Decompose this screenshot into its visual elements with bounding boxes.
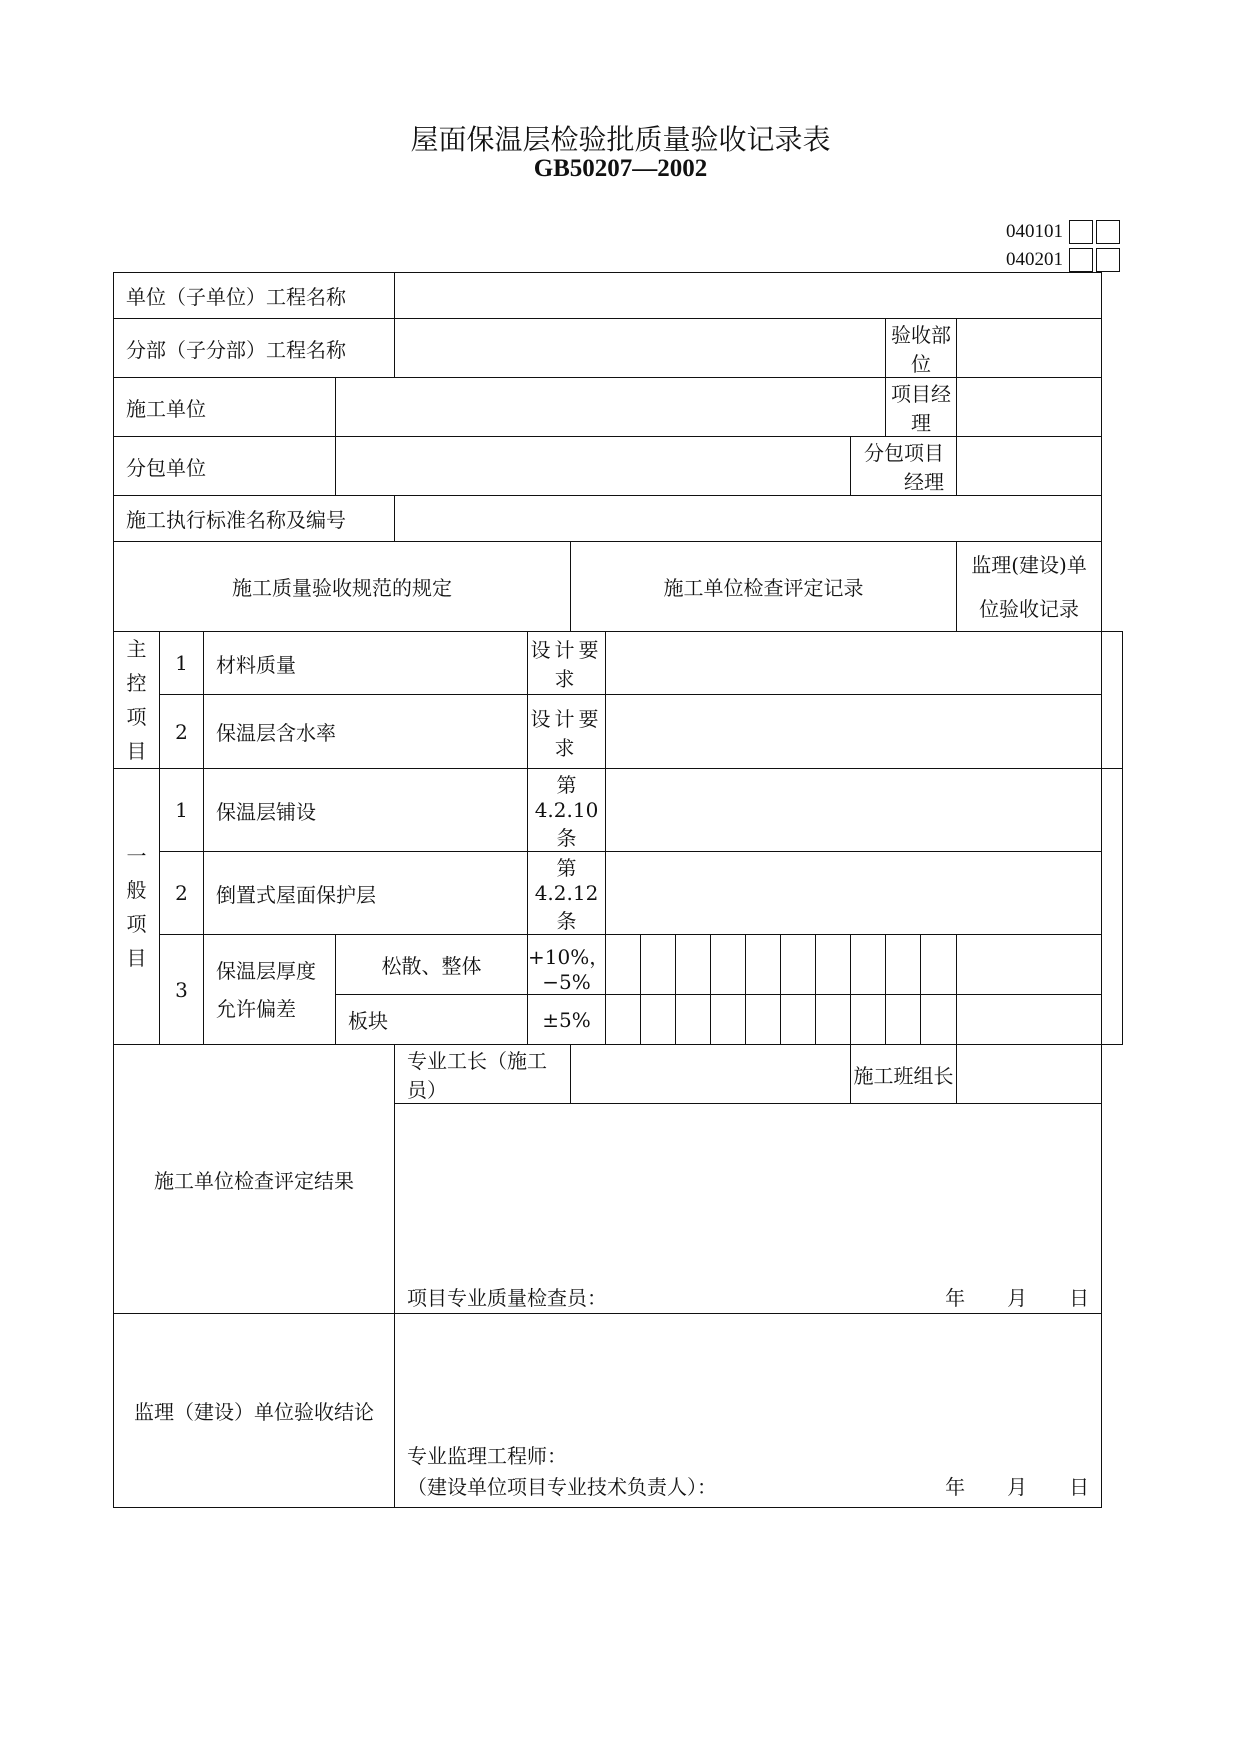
item-name-line-2: 允许偏差 [216, 996, 296, 1021]
item-name: 保温层含水率 [204, 695, 528, 769]
item-requirement: 第4.2.12条 [528, 852, 606, 935]
foreman-field[interactable] [571, 1045, 851, 1104]
measurement-cell[interactable] [676, 935, 711, 995]
standard-code: GB50207—2002 [533, 155, 708, 182]
contractor-record-field[interactable] [606, 852, 1102, 935]
code-box[interactable] [1096, 248, 1120, 272]
supervisor-header-line-2: 位验收记录 [979, 596, 1080, 621]
contractor-label: 施工单位 [114, 378, 336, 437]
measurement-cell[interactable] [676, 995, 711, 1045]
exec-standard-field[interactable] [395, 496, 1102, 542]
item-number: 1 [160, 632, 204, 695]
year-label: 年 [945, 1286, 966, 1310]
item-requirement: 第4.2.10条 [528, 769, 606, 852]
general-group-label [114, 769, 160, 1045]
supervisor-record-field[interactable] [1102, 632, 1123, 769]
group-char: 项 [126, 705, 147, 729]
supervisor-engineer-label: 专业监理工程师： [407, 1444, 567, 1468]
project-manager-label: 项目经理 [886, 378, 957, 437]
contractor-record-field[interactable] [606, 769, 1102, 852]
contractor-record-header: 施工单位检查评定记录 [571, 542, 957, 632]
inspection-table [113, 272, 1123, 1508]
supervisor-record-field[interactable] [1102, 769, 1123, 1045]
supervisor-conclusion-field[interactable] [395, 1314, 1102, 1508]
owner-rep-label: （建设单位项目专业技术负责人）： [407, 1475, 717, 1499]
team-leader-field[interactable] [957, 1045, 1102, 1104]
acceptance-part-label: 验收部位 [886, 319, 957, 378]
measurement-cell[interactable] [886, 935, 921, 995]
form-codes [995, 218, 1120, 274]
item-name: 材料质量 [204, 632, 528, 695]
group-char: 主 [126, 637, 147, 661]
sub-project-manager-field[interactable] [957, 437, 1102, 496]
unit-project-label: 单位（子单位）工程名称 [114, 273, 395, 319]
group-char: 一 [126, 843, 147, 868]
subcontractor-field[interactable] [336, 437, 851, 496]
measurement-cell[interactable] [641, 995, 676, 1045]
item-number: 1 [160, 769, 204, 852]
measurement-cell[interactable] [711, 935, 746, 995]
measurement-cell[interactable] [781, 935, 816, 995]
item-name-line-1: 保温层厚度 [216, 958, 316, 983]
measurement-cell[interactable] [711, 995, 746, 1045]
supervisor-record-header [957, 542, 1102, 632]
group-char: 控 [126, 671, 147, 695]
code-box[interactable] [1069, 220, 1093, 244]
measurement-cell[interactable] [851, 995, 886, 1045]
day-label: 日 [1069, 1286, 1090, 1310]
item-requirement: 设计要求 [528, 632, 606, 695]
supervisor-header-line-1: 监理(建设)单 [971, 552, 1087, 577]
tolerance: ±5% [528, 995, 606, 1045]
contractor-record-field[interactable] [606, 695, 1102, 769]
sub-type: 板块 [336, 995, 528, 1045]
day-label: 日 [1069, 1475, 1090, 1499]
contractor-result-field[interactable] [395, 1104, 1102, 1314]
sub-type: 松散、整体 [336, 935, 528, 995]
thickness-tolerance-label [204, 935, 336, 1045]
tolerance: +10%，−5% [528, 935, 606, 995]
team-leader-label: 施工班组长 [851, 1045, 957, 1104]
sub-project-field[interactable] [395, 319, 886, 378]
subcontractor-label: 分包单位 [114, 437, 336, 496]
unit-project-field[interactable] [395, 273, 1102, 319]
group-char: 项 [126, 911, 147, 936]
acceptance-part-field[interactable] [957, 319, 1102, 378]
contractor-result-label: 施工单位检查评定结果 [114, 1045, 395, 1314]
measurement-cell[interactable] [781, 995, 816, 1045]
inspector-label: 项目专业质量检查员： [407, 1286, 607, 1310]
supervisor-conclusion-label: 监理（建设）单位验收结论 [114, 1314, 395, 1508]
item-number: 2 [160, 695, 204, 769]
date-line [903, 1472, 1089, 1503]
spec-header: 施工质量验收规范的规定 [114, 542, 571, 632]
measurement-cell[interactable] [746, 935, 781, 995]
contractor-field[interactable] [336, 378, 886, 437]
sub-project-manager-label: 分包项目经理 [851, 437, 957, 496]
year-label: 年 [945, 1475, 966, 1499]
code-2: 040201 [1006, 249, 1063, 270]
measurement-cell[interactable] [957, 995, 1102, 1045]
contractor-record-field[interactable] [606, 632, 1102, 695]
foreman-label: 专业工长（施工员） [395, 1045, 571, 1104]
measurement-cell[interactable] [606, 935, 641, 995]
main-control-group-label [114, 632, 160, 769]
measurement-cell[interactable] [641, 935, 676, 995]
item-name: 保温层铺设 [204, 769, 528, 852]
measurement-cell[interactable] [606, 995, 641, 1045]
project-manager-field[interactable] [957, 378, 1102, 437]
item-requirement: 设计要求 [528, 695, 606, 769]
measurement-cell[interactable] [816, 935, 851, 995]
measurement-cell[interactable] [921, 995, 957, 1045]
exec-standard-label: 施工执行标准名称及编号 [114, 496, 395, 542]
measurement-cell[interactable] [921, 935, 957, 995]
item-name: 倒置式屋面保护层 [204, 852, 528, 935]
measurement-cell[interactable] [746, 995, 781, 1045]
group-char: 目 [126, 739, 147, 763]
code-box[interactable] [1069, 248, 1093, 272]
date-line [903, 1282, 1089, 1311]
measurement-cell[interactable] [957, 935, 1102, 995]
item-number: 2 [160, 852, 204, 935]
group-char: 目 [126, 945, 147, 970]
measurement-cell[interactable] [886, 995, 921, 1045]
item-number: 3 [160, 935, 204, 1045]
form-title: 屋面保温层检验批质量验收记录表 [410, 123, 831, 156]
month-label: 月 [1007, 1475, 1028, 1499]
code-box[interactable] [1096, 220, 1120, 244]
sub-project-label: 分部（子分部）工程名称 [114, 319, 395, 378]
measurement-cell[interactable] [851, 935, 886, 995]
code-1: 040101 [1006, 221, 1063, 242]
group-char: 般 [126, 877, 147, 902]
measurement-cell[interactable] [816, 995, 851, 1045]
month-label: 月 [1007, 1286, 1028, 1310]
